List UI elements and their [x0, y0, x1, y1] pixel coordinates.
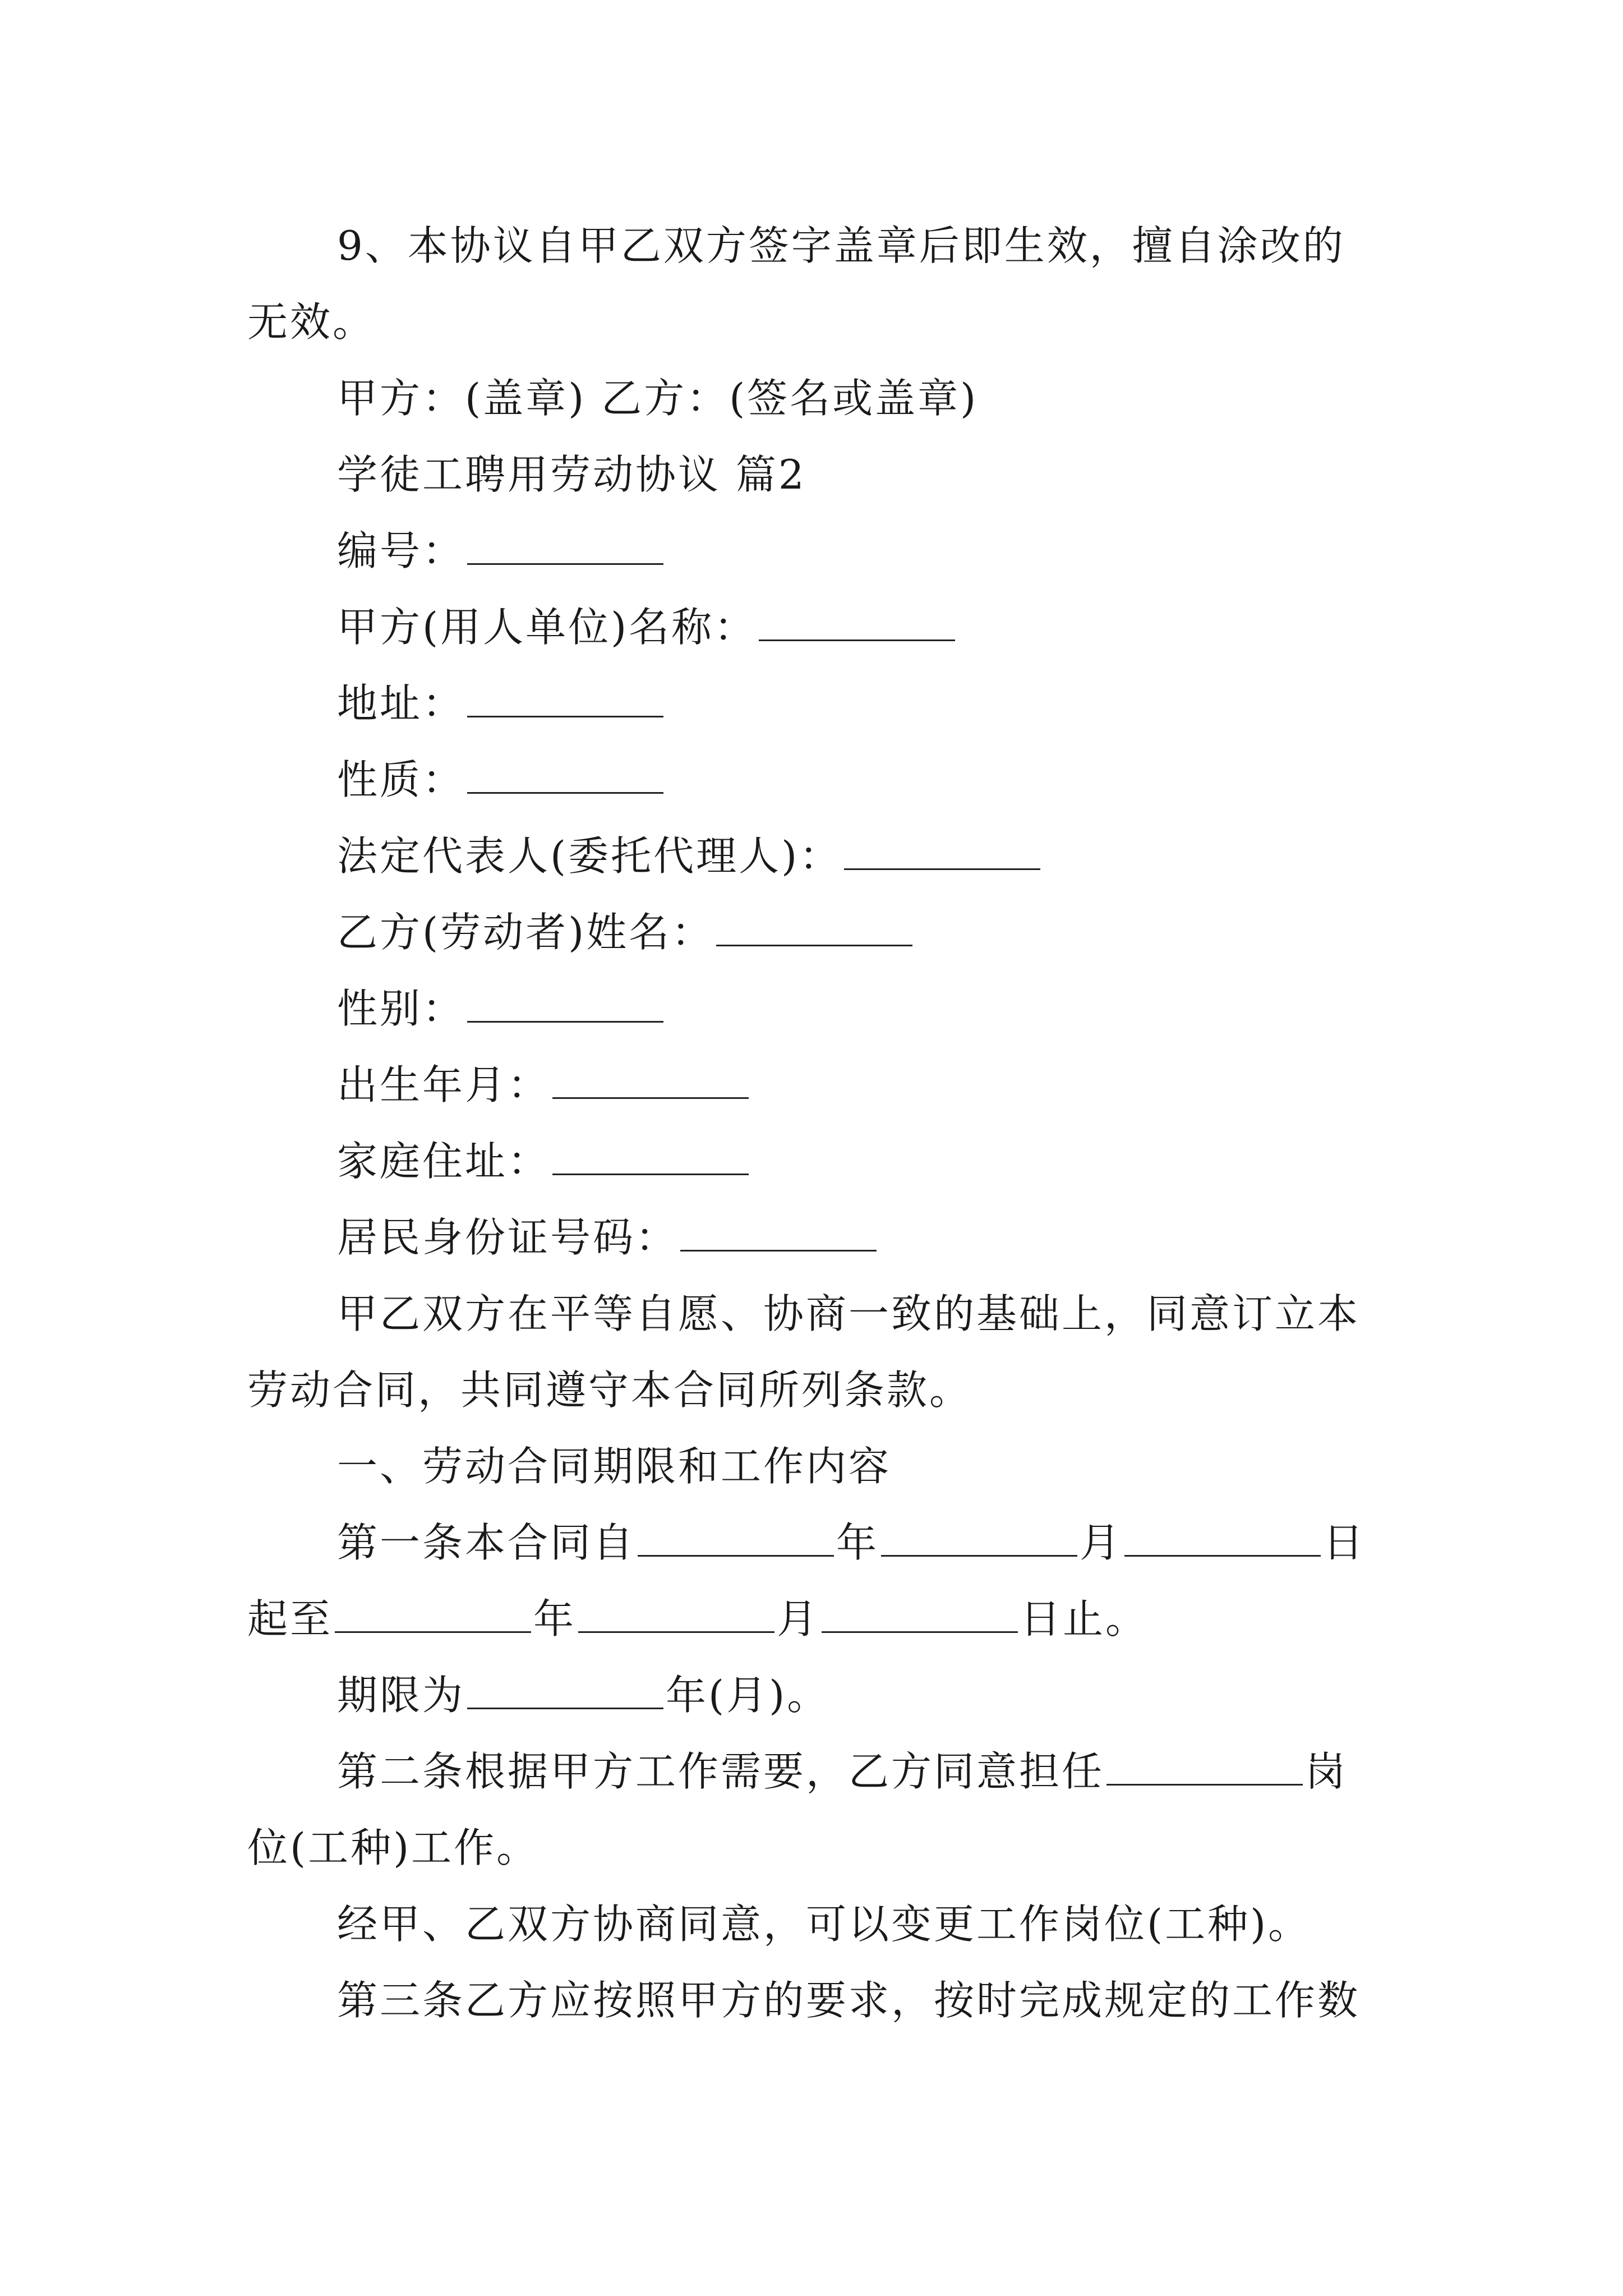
text-line	[247, 284, 1386, 360]
text-segment: 月	[777, 1595, 820, 1642]
text-line	[247, 1276, 1386, 1352]
text-line	[247, 1657, 1386, 1733]
text-segment: 甲方(用人单位)名称：	[337, 604, 757, 651]
text-segment: 日止。	[1020, 1595, 1149, 1642]
text-segment: 第三条乙方应按照甲方的要求，按时完成规定的工作数	[337, 1977, 1361, 2024]
text-line	[247, 742, 1386, 818]
text-segment: 年	[836, 1519, 879, 1566]
blank-field	[1106, 1782, 1303, 1786]
blank-field	[1124, 1553, 1321, 1557]
text-segment: 乙方(劳动者)姓名：	[337, 909, 714, 956]
text-segment: 起至	[247, 1595, 333, 1642]
text-segment: 年	[533, 1595, 577, 1642]
text-segment: 岗	[1305, 1748, 1348, 1795]
document-body	[247, 208, 1386, 2039]
text-segment: 无效。	[247, 298, 376, 346]
text-line	[247, 360, 1386, 436]
blank-field	[467, 790, 663, 794]
text-line	[247, 970, 1386, 1047]
text-segment: 日	[1323, 1519, 1366, 1566]
blank-field	[467, 561, 663, 565]
blank-field	[552, 1171, 749, 1175]
text-line	[247, 894, 1386, 970]
text-line	[247, 1047, 1386, 1123]
text-line	[247, 1733, 1386, 1810]
blank-field	[578, 1629, 774, 1633]
blank-field	[467, 1705, 663, 1709]
text-segment: 家庭住址：	[337, 1138, 551, 1185]
blank-field	[467, 714, 663, 717]
text-line	[247, 436, 1386, 513]
text-segment: 9、本协议自甲乙双方签字盖章后即生效，擅自涂改的	[337, 222, 1345, 269]
text-segment: 一、劳动合同期限和工作内容	[337, 1443, 892, 1490]
text-segment: 第二条根据甲方工作需要，乙方同意担任	[337, 1748, 1105, 1795]
text-segment: 劳动合同，共同遵守本合同所列条款。	[247, 1366, 972, 1414]
text-segment: 性别：	[337, 985, 465, 1032]
text-segment: 月	[1080, 1519, 1123, 1566]
text-segment: 学徒工聘用劳动协议 篇2	[337, 451, 806, 498]
text-segment: 第一条本合同自	[337, 1519, 636, 1566]
blank-field	[759, 637, 955, 641]
text-line	[247, 1428, 1386, 1504]
text-segment: 出生年月：	[337, 1061, 551, 1108]
text-line	[247, 665, 1386, 742]
text-segment: 性质：	[337, 756, 465, 803]
text-line	[247, 1504, 1386, 1581]
text-line	[247, 1810, 1386, 1886]
blank-field	[881, 1553, 1077, 1557]
text-segment: 地址：	[337, 680, 465, 727]
text-segment: 期限为	[337, 1672, 465, 1719]
text-line	[247, 208, 1386, 284]
blank-field	[680, 1248, 877, 1251]
text-segment: 甲乙双方在平等自愿、协商一致的基础上，同意订立本	[337, 1290, 1361, 1337]
text-segment: 编号：	[337, 527, 465, 574]
text-line	[247, 818, 1386, 894]
blank-field	[552, 1095, 749, 1099]
blank-field	[638, 1553, 834, 1557]
blank-field	[335, 1629, 531, 1633]
blank-field	[467, 1019, 663, 1023]
text-segment: 甲方：(盖章) 乙方：(签名或盖章)	[337, 375, 979, 422]
text-line	[247, 1962, 1386, 2039]
text-line	[247, 1199, 1386, 1276]
blank-field	[844, 866, 1040, 870]
blank-field	[822, 1629, 1018, 1633]
text-segment: 居民身份证号码：	[337, 1214, 679, 1261]
text-segment: 年(月)。	[666, 1672, 830, 1719]
text-line	[247, 1123, 1386, 1199]
text-segment: 法定代表人(委托代理人)：	[337, 832, 842, 880]
text-line	[247, 1886, 1386, 1962]
text-segment: 位(工种)工作。	[247, 1824, 540, 1871]
text-line	[247, 1352, 1386, 1428]
text-line	[247, 589, 1386, 665]
text-segment: 经甲、乙双方协商同意，可以变更工作岗位(工种)。	[337, 1901, 1311, 1948]
text-line	[247, 513, 1386, 589]
text-line	[247, 1581, 1386, 1657]
blank-field	[716, 942, 912, 946]
